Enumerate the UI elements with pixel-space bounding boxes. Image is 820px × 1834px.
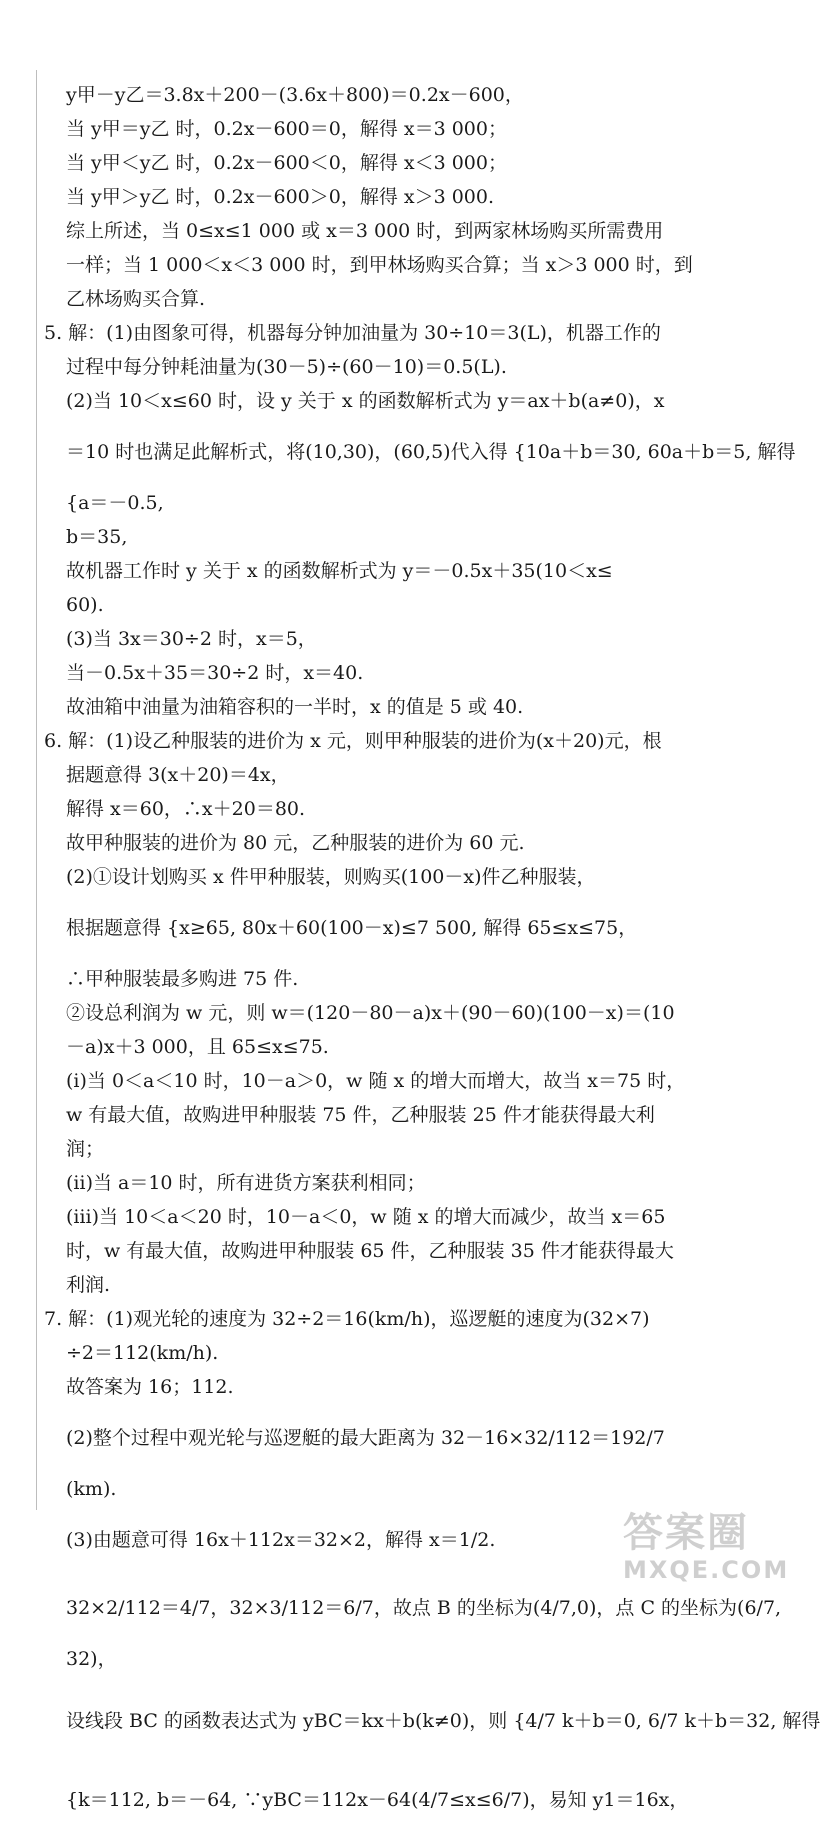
text-line: (km). <box>66 1478 117 1500</box>
text-line: 故甲种服装的进价为 80 元，乙种服装的进价为 60 元. <box>66 832 525 854</box>
equation-system-line: 设线段 BC 的函数表达式为 yBC＝kx＋b(k≠0)，则 {4/7 k＋b＝0, 6/7 k＋b＝32, 解得 <box>66 1710 820 1732</box>
text-line: ∴甲种服装最多购进 75 件. <box>66 968 299 990</box>
problem-7-heading: 7. 解：(1)观光轮的速度为 32÷2＝16(km/h)，巡逻艇的速度为(32×7) <box>44 1308 650 1330</box>
text-line: (2)当 10＜x≤60 时，设 y 关于 x 的函数解析式为 y＝ax＋b(a≠0)，x <box>66 390 665 412</box>
text-line: －a)x＋3 000，且 65≤x≤75. <box>66 1036 329 1058</box>
text-line: 当－0.5x＋35＝30÷2 时，x＝40. <box>66 662 364 684</box>
text-line: 时，w 有最大值，故购进甲种服装 65 件，乙种服装 35 件才能获得最大 <box>66 1240 674 1262</box>
fraction-line: (2)整个过程中观光轮与巡逻艇的最大距离为 32－16×32/112＝192/7 <box>66 1427 665 1449</box>
problem-5-heading: 5. 解：(1)由图象可得，机器每分钟加油量为 30÷10＝3(L)，机器工作的 <box>44 322 661 344</box>
problem-6-heading: 6. 解：(1)设乙种服装的进价为 x 元，则甲种服装的进价为(x＋20)元，根 <box>44 730 662 752</box>
text-line: ②设总利润为 w 元，则 w＝(120－80－a)x＋(90－60)(100－x)＝(10 <box>66 1002 675 1024</box>
text-line: (ⅱ)当 a＝10 时，所有进货方案获利相同； <box>66 1172 426 1194</box>
text-line: 故油箱中油量为油箱容积的一半时，x 的值是 5 或 40. <box>66 696 524 718</box>
text-line: w 有最大值，故购进甲种服装 75 件，乙种服装 25 件才能获得最大利 <box>66 1104 655 1126</box>
text-line: 故答案为 16；112. <box>66 1376 234 1398</box>
text-line: 过程中每分钟耗油量为(30－5)÷(60－10)＝0.5(L). <box>66 356 507 378</box>
text-line: 60). <box>66 594 104 616</box>
text-line: 故机器工作时 y 关于 x 的函数解析式为 y＝－0.5x＋35(10＜x≤ <box>66 560 613 582</box>
text-line: 润； <box>66 1138 105 1160</box>
text-line: ÷2＝112(km/h). <box>66 1342 219 1364</box>
text-line: 当 y甲＜y乙 时，0.2x－600＜0，解得 x＜3 000； <box>66 152 507 174</box>
text-line: 32)， <box>66 1648 117 1670</box>
text-line: (2)①设计划购买 x 件甲种服装，则购买(100－x)件乙种服装， <box>66 866 596 888</box>
watermark-bottom: MXQE.COM <box>623 1556 790 1584</box>
watermark-logo <box>623 1510 790 1590</box>
text-line: (3)当 3x＝30÷2 时，x＝5， <box>66 628 317 650</box>
margin-line <box>36 70 37 1510</box>
text-line: 利润. <box>66 1274 111 1296</box>
text-line: (ⅲ)当 10＜a＜20 时，10－a＜0，w 随 x 的增大而减少，故当 x＝65 <box>66 1206 666 1228</box>
fraction-line: 32×2/112＝4/7，32×3/112＝6/7，故点 B 的坐标为(4/7,0)，点 C 的坐标为(6/7, <box>66 1597 782 1619</box>
equation-system-line: ＝10 时也满足此解析式，将(10,30)，(60,5)代入得 {10a＋b＝30, 60a＋b＝5, 解得 <box>66 441 796 463</box>
solution-system-line: {a＝－0.5, <box>66 492 164 514</box>
text-line: y甲－y乙＝3.8x＋200－(3.6x＋800)＝0.2x－600， <box>66 84 524 106</box>
fraction-line: (3)由题意可得 16x＋112x＝32×2，解得 x＝1/2. <box>66 1529 496 1551</box>
equation-system-line: {k＝112, b＝－64, ∵yBC＝112x－64(4/7≤x≤6/7)，易知 y1＝16x， <box>66 1789 689 1811</box>
text-line: 解得 x＝60，∴x＋20＝80. <box>66 798 306 820</box>
text-line: 乙林场购买合算. <box>66 288 206 310</box>
inequality-system-line: 根据题意得 {x≥65, 80x＋60(100－x)≤7 500, 解得 65≤x≤75， <box>66 917 638 939</box>
text-line: 当 y甲＝y乙 时，0.2x－600＝0，解得 x＝3 000； <box>66 118 507 140</box>
watermark-top: 答案圈 <box>623 1510 749 1556</box>
text-line: 当 y甲＞y乙 时，0.2x－600＞0，解得 x＞3 000. <box>66 186 495 208</box>
text-line: 一样；当 1 000＜x＜3 000 时，到甲林场购买合算；当 x＞3 000 时，到 <box>66 254 693 276</box>
text-line: 据题意得 3(x＋20)＝4x， <box>66 764 290 786</box>
solution-system-line: b＝35, <box>66 526 128 548</box>
text-line: (ⅰ)当 0＜a＜10 时，10－a＞0，w 随 x 的增大而增大，故当 x＝75 时， <box>66 1070 686 1092</box>
text-line: 综上所述，当 0≤x≤1 000 或 x＝3 000 时，到两家林场购买所需费用 <box>66 220 664 242</box>
